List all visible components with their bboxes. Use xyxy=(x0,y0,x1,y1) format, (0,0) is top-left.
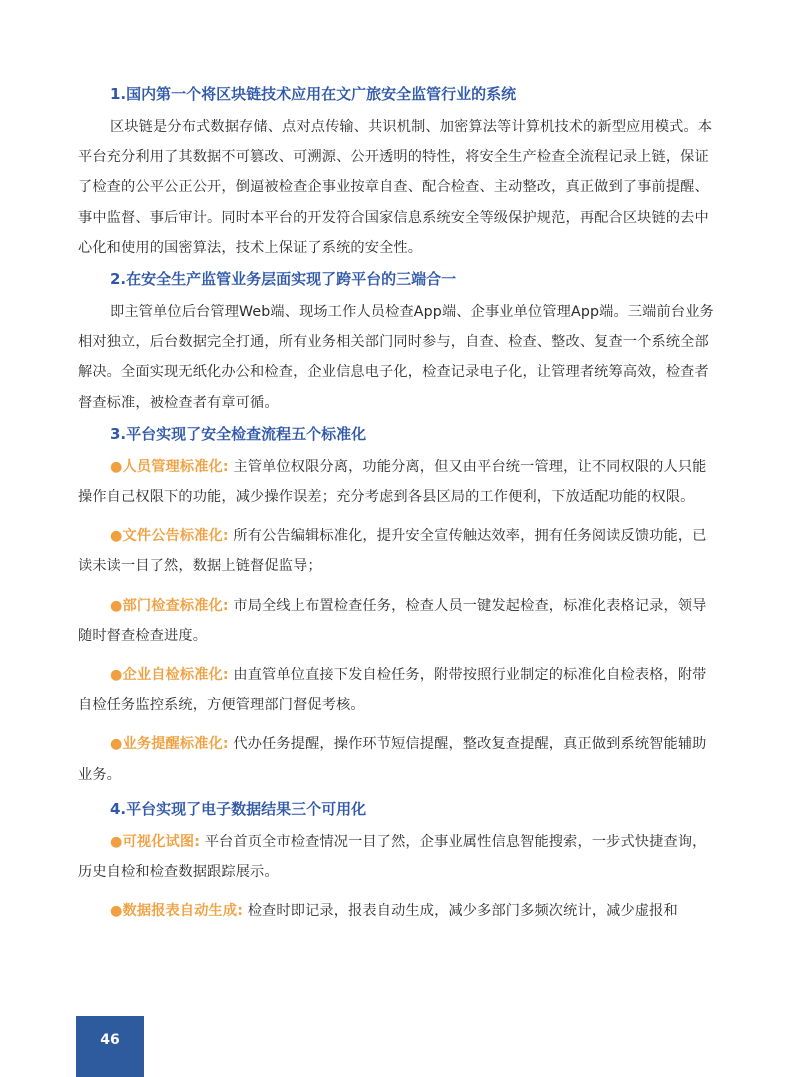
bullet-label: 部门检查标准化: xyxy=(122,597,229,614)
bullet-label: 可视化试图: xyxy=(122,833,201,850)
bullet-label: 企业自检标准化: xyxy=(122,667,229,684)
page-number-box xyxy=(76,1016,144,1077)
bullet-reminders xyxy=(78,729,720,789)
content-body xyxy=(78,84,720,935)
bullet-label: 数据报表自动生成: xyxy=(122,903,244,920)
bullet-personnel xyxy=(78,452,720,512)
bullet-visualization xyxy=(78,827,720,887)
bullet-label: 文件公告标准化: xyxy=(122,528,229,545)
bullet-dot: ● xyxy=(110,903,123,920)
bullet-text: 平台首页全市检查情况一目了然，企事业属性信息智能搜索，一步式快捷查询，历史自检和检查数据跟踪展示。 xyxy=(78,833,707,881)
bullet-dot: ● xyxy=(110,528,123,545)
bullet-text: 市局全线上布置检查任务，检查人员一键发起检查，标准化表格记录，领导随时督查检查进度。 xyxy=(78,597,707,644)
bullet-reports xyxy=(78,896,720,926)
bullet-department-check xyxy=(78,591,720,651)
bullet-text: 代办任务提醒，操作环节短信提醒，整改复查提醒，真正做到系统智能辅助业务。 xyxy=(78,736,707,783)
bullet-label: 业务提醒标准化: xyxy=(122,736,229,753)
page-number: 46 xyxy=(100,1032,120,1048)
bullet-dot: ● xyxy=(110,458,123,475)
bullet-notices xyxy=(78,521,720,581)
bullet-text: 主管单位权限分离，功能分离，但又由平台统一管理，让不同权限的人只能操作自己权限下的功能，减少操作误差；充分考虑到各县区局的工作便利，下放适配功能的权限。 xyxy=(78,458,707,506)
bullet-text: 检查时即记录，报表自动生成，减少多部门多频次统计，减少虚报和 xyxy=(243,903,678,920)
section-2-heading: 2.在安全生产监管业务层面实现了跨平台的三端合一 xyxy=(110,270,457,289)
bullet-dot: ● xyxy=(110,833,123,850)
bullet-dot: ● xyxy=(110,597,123,614)
bullet-text: 由直管单位直接下发自检任务，附带按照行业制定的标准化自检表格，附带自检任务监控系统，方便管理部门督促考核。 xyxy=(78,667,707,714)
section-3-heading: 3.平台实现了安全检查流程五个标准化 xyxy=(110,424,367,443)
section-4-heading: 4.平台实现了电子数据结果三个可用化 xyxy=(110,799,367,818)
section-1-heading: 1.国内第一个将区块链技术应用在文广旅安全监管行业的系统 xyxy=(110,85,517,103)
section-2-paragraph: 即主管单位后台管理Web端、现场工作人员检查App端、企事业单位管理App端。三端前台业务相对独立，后台数据完全打通，所有业务相关部门同时参与，自查、检查、整改、复查一个系统全部解决。全面实现无纸化办公和检查，企业信息电子化，检查记录电子化，让管理者统筹高效，检查者督查标准，被检查者有章可循。 xyxy=(78,304,714,411)
section-1-paragraph: 区块链是分布式数据存储、点对点传输、共识机制、加密算法等计算机技术的新型应用模式。本平台充分利用了其数据不可篡改、可溯源、公开透明的特性，将安全生产检查全流程记录上链，保证了检查的公平公正公开，倒逼被检查企事业按章自查、配合检查、主动整改，真正做到了事前提醒、事中监督、事后审计。同时本平台的开发符合国家信息系统安全等级保护规范，再配合区块链的去中心化和使用的国密算法，技术上保证了系统的安全性。 xyxy=(78,119,713,256)
bullet-dot: ● xyxy=(110,736,123,753)
bullet-label: 人员管理标准化: xyxy=(122,458,229,475)
bullet-text: 所有公告编辑标准化，提升安全宣传触达效率，拥有任务阅读反馈功能，已读未读一目了然，数据上链督促监导； xyxy=(78,528,707,575)
bullet-self-check xyxy=(78,660,720,720)
bullet-dot: ● xyxy=(110,667,123,684)
